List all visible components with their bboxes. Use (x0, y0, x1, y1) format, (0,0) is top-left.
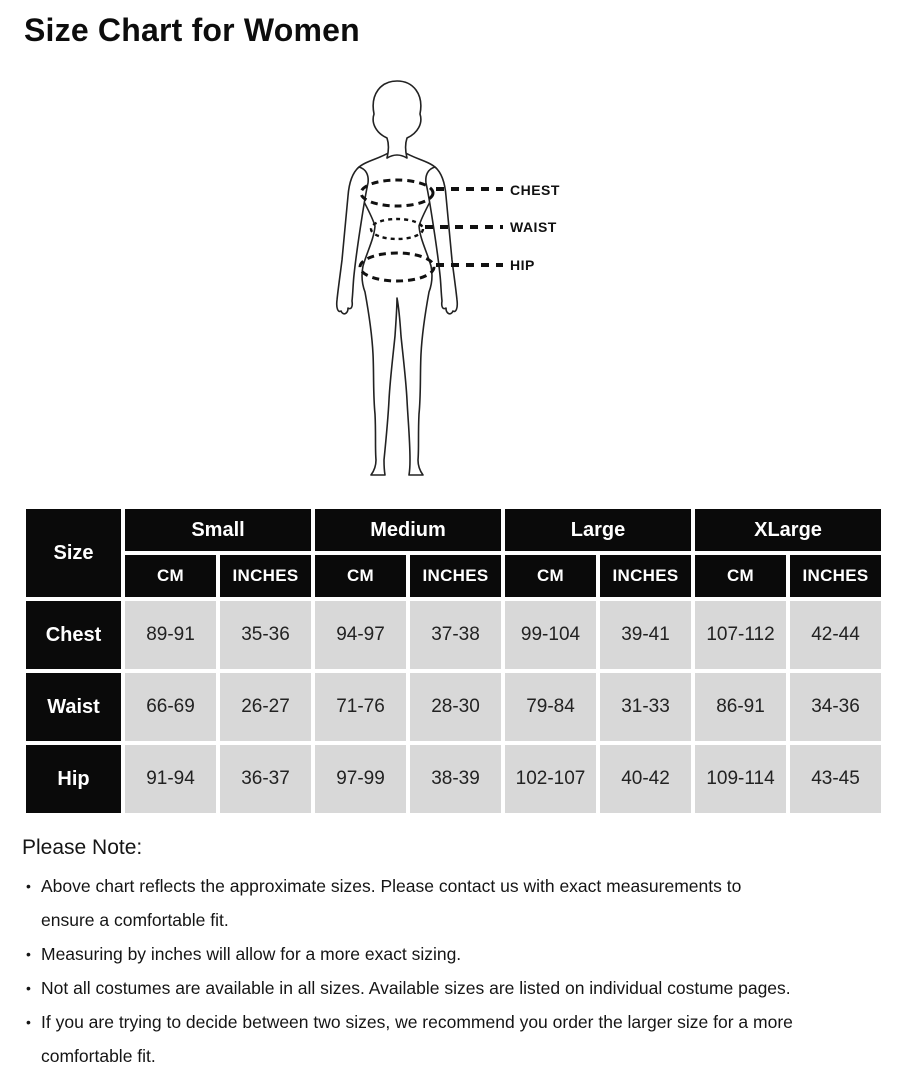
notes-section (22, 836, 862, 1073)
cell-hip-xlarge-cm: 109-114 (695, 745, 786, 813)
row-label-chest: Chest (26, 601, 121, 669)
bullet-dot-icon: • (26, 980, 31, 996)
cell-waist-large-cm: 79-84 (505, 673, 596, 741)
note-item (22, 971, 862, 1005)
table-row-chest (26, 601, 881, 669)
cell-chest-medium-cm: 94-97 (315, 601, 406, 669)
unit-header-inches: INCHES (600, 555, 691, 597)
note-item (22, 1005, 862, 1073)
unit-header-cm: CM (125, 555, 216, 597)
group-header-xlarge: XLarge (695, 509, 881, 551)
notes-heading: Please Note: (22, 836, 143, 859)
cell-hip-small-cm: 91-94 (125, 745, 216, 813)
row-label-waist: Waist (26, 673, 121, 741)
note-item (22, 869, 862, 937)
table-header-units-row (26, 555, 881, 597)
hip-label: HIP (510, 257, 535, 273)
cell-chest-large-inches: 39-41 (600, 601, 691, 669)
cell-hip-large-cm: 102-107 (505, 745, 596, 813)
notes-list (22, 869, 862, 1073)
cell-chest-small-inches: 35-36 (220, 601, 311, 669)
note-text: Measuring by inches will allow for a more exact sizing. (41, 944, 462, 964)
unit-header-cm: CM (695, 555, 786, 597)
cell-hip-xlarge-inches: 43-45 (790, 745, 881, 813)
cell-chest-xlarge-cm: 107-112 (695, 601, 786, 669)
cell-chest-medium-inches: 37-38 (410, 601, 501, 669)
unit-header-cm: CM (505, 555, 596, 597)
table-header-group-row (26, 509, 881, 551)
note-text-continued: comfortable fit. (41, 1046, 156, 1066)
body-outline (355, 152, 439, 475)
group-header-large: Large (505, 509, 691, 551)
unit-header-inches: INCHES (220, 555, 311, 597)
size-corner-header: Size (26, 509, 121, 597)
page-title: Size Chart for Women (24, 12, 360, 48)
note-text: If you are trying to decide between two sizes, we recommend you order the larger size for a more (41, 1012, 793, 1032)
row-label-hip: Hip (26, 745, 121, 813)
chest-label: CHEST (510, 182, 560, 198)
cell-waist-small-cm: 66-69 (125, 673, 216, 741)
note-text-continued: ensure a comfortable fit. (41, 910, 229, 930)
cell-hip-medium-cm: 97-99 (315, 745, 406, 813)
cell-hip-small-inches: 36-37 (220, 745, 311, 813)
unit-header-inches: INCHES (410, 555, 501, 597)
bullet-dot-icon: • (26, 878, 31, 894)
group-header-small: Small (125, 509, 311, 551)
bullet-dot-icon: • (26, 946, 31, 962)
cell-waist-medium-cm: 71-76 (315, 673, 406, 741)
size-chart-table (22, 505, 885, 817)
cell-chest-xlarge-inches: 42-44 (790, 601, 881, 669)
waist-label: WAIST (510, 219, 557, 235)
cell-waist-small-inches: 26-27 (220, 673, 311, 741)
unit-header-cm: CM (315, 555, 406, 597)
unit-header-inches: INCHES (790, 555, 881, 597)
cell-hip-large-inches: 40-42 (600, 745, 691, 813)
head-outline (373, 81, 421, 158)
cell-chest-large-cm: 99-104 (505, 601, 596, 669)
group-header-medium: Medium (315, 509, 501, 551)
note-text: Above chart reflects the approximate sizes. Please contact us with exact measurements to (41, 876, 742, 896)
cell-hip-medium-inches: 38-39 (410, 745, 501, 813)
cell-waist-xlarge-inches: 34-36 (790, 673, 881, 741)
note-text: Not all costumes are available in all sizes. Available sizes are listed on individual costume pages. (41, 978, 791, 998)
table-row-waist (26, 673, 881, 741)
cell-waist-xlarge-cm: 86-91 (695, 673, 786, 741)
cell-chest-small-cm: 89-91 (125, 601, 216, 669)
cell-waist-large-inches: 31-33 (600, 673, 691, 741)
body-measurement-diagram (300, 76, 600, 496)
cell-waist-medium-inches: 28-30 (410, 673, 501, 741)
note-item (22, 937, 862, 971)
table-row-hip (26, 745, 881, 813)
bullet-dot-icon: • (26, 1014, 31, 1030)
